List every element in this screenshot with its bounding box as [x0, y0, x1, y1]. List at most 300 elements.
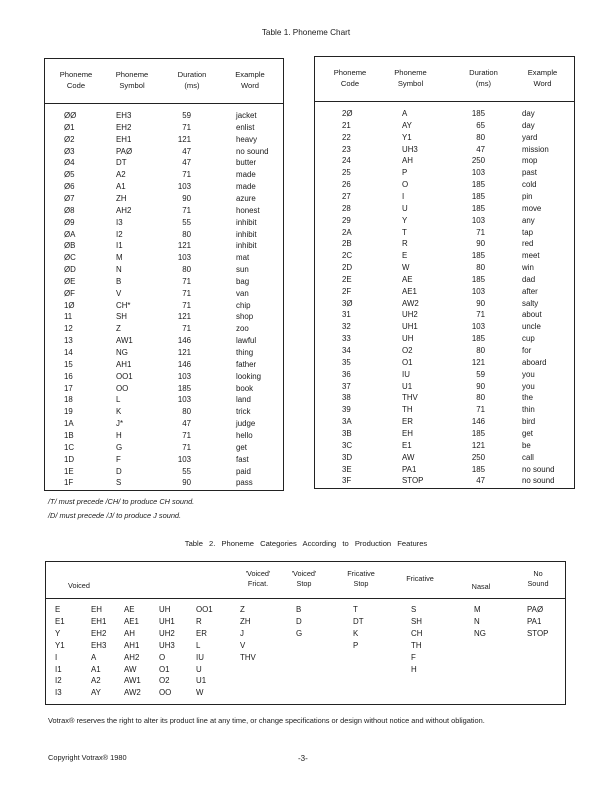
- table-row: [45, 111, 283, 123]
- example-word: you: [522, 369, 535, 379]
- duration-ms: 47: [476, 144, 485, 154]
- phoneme-symbol: I2: [116, 229, 123, 239]
- table-row: [315, 310, 574, 322]
- fricative-stop-phoneme: K: [353, 628, 359, 638]
- duration-ms: 80: [476, 263, 485, 273]
- phoneme-symbol: B: [116, 276, 122, 286]
- duration-ms: 250: [471, 452, 485, 462]
- voiced-phoneme: I3: [55, 688, 62, 698]
- phoneme-code: 1C: [64, 442, 75, 452]
- table-header: [46, 562, 565, 599]
- duration-ms: 90: [476, 298, 485, 308]
- table-row: [45, 455, 283, 467]
- duration-ms: 90: [182, 478, 191, 488]
- phoneme-symbol: H: [116, 430, 122, 440]
- example-word: paid: [236, 466, 251, 476]
- voiced-stop-phoneme: D: [296, 616, 302, 626]
- duration-ms: 185: [471, 251, 485, 261]
- voiced-fricative-phoneme: J: [240, 628, 244, 638]
- duration-ms: 185: [471, 180, 485, 190]
- phoneme-symbol: EH2: [116, 122, 132, 132]
- table-row: [315, 346, 574, 358]
- table-row: [45, 289, 283, 301]
- voiced-stop-phoneme: G: [296, 628, 303, 638]
- duration-ms: 47: [476, 476, 485, 486]
- duration-ms: 185: [471, 428, 485, 438]
- phoneme-code: Ø4: [64, 158, 75, 168]
- phoneme-symbol: I: [402, 191, 405, 201]
- phoneme-code: 1A: [64, 419, 74, 429]
- fricative-phoneme: F: [411, 652, 416, 662]
- example-word: trick: [236, 407, 251, 417]
- table-row: [315, 370, 574, 382]
- phoneme-symbol: EH1: [116, 134, 132, 144]
- voiced-phoneme: I2: [55, 676, 62, 686]
- table-row: [315, 204, 574, 216]
- table-row: [45, 443, 283, 455]
- phoneme-code: 3C: [342, 440, 353, 450]
- phoneme-code: 17: [64, 383, 73, 393]
- duration-ms: 103: [177, 454, 191, 464]
- table-row: [315, 417, 574, 429]
- voiced-phoneme: UH: [159, 605, 171, 614]
- duration-ms: 146: [471, 417, 485, 427]
- phoneme-code: 2C: [342, 251, 353, 261]
- table-row: [315, 322, 574, 334]
- copyright-text: Copyright Votrax® 1980: [48, 753, 127, 762]
- phoneme-symbol: I3: [116, 217, 123, 227]
- header-nasal: Nasal: [471, 582, 491, 591]
- phoneme-symbol: PAØ: [116, 146, 133, 156]
- phoneme-code: 21: [342, 120, 351, 130]
- phoneme-code: 37: [342, 381, 351, 391]
- example-word: past: [522, 168, 537, 178]
- voiced-phoneme: UH2: [159, 628, 175, 638]
- table-row: [315, 429, 574, 441]
- example-word: pass: [236, 478, 253, 488]
- phoneme-code: 25: [342, 168, 351, 178]
- example-word: zoo: [236, 324, 249, 334]
- duration-ms: 121: [471, 357, 485, 367]
- table-row: [45, 467, 283, 479]
- voiced-phoneme: ER: [196, 628, 207, 638]
- phoneme-code: Ø1: [64, 122, 75, 132]
- table-row: [315, 287, 574, 299]
- duration-ms: 59: [476, 369, 485, 379]
- phoneme-code: 24: [342, 156, 351, 166]
- table-row: [45, 324, 283, 336]
- table-row: [315, 453, 574, 465]
- phoneme-symbol: AH: [402, 156, 413, 166]
- fricative-phoneme: TH: [411, 640, 422, 650]
- phoneme-code: Ø7: [64, 193, 75, 203]
- example-word: win: [522, 263, 534, 273]
- phoneme-symbol: THV: [402, 393, 418, 403]
- phoneme-symbol: IU: [402, 369, 410, 379]
- phoneme-code: 39: [342, 405, 351, 415]
- voiced-phoneme: U: [196, 664, 202, 674]
- duration-ms: 71: [182, 170, 191, 180]
- phoneme-code: 2A: [342, 227, 352, 237]
- voiced-phoneme: EH3: [91, 640, 107, 650]
- example-word: heavy: [236, 134, 258, 144]
- voiced-phoneme: O1: [159, 664, 170, 674]
- phoneme-symbol: AW2: [402, 298, 419, 308]
- voiced-phoneme: AY: [91, 688, 101, 698]
- phoneme-code: 28: [342, 203, 351, 213]
- phoneme-code: ØF: [64, 288, 75, 298]
- example-word: no sound: [522, 476, 555, 486]
- voiced-phoneme: OO: [159, 688, 172, 698]
- phoneme-symbol: AW1: [116, 336, 133, 346]
- phoneme-symbol: A2: [116, 170, 126, 180]
- phoneme-symbol: A: [402, 109, 408, 118]
- phoneme-symbol: Y1: [402, 132, 412, 142]
- duration-ms: 80: [476, 346, 485, 355]
- voiced-phoneme: EH2: [91, 628, 107, 638]
- example-word: any: [522, 215, 535, 225]
- voiced-phoneme: E1: [55, 616, 65, 626]
- example-word: the: [522, 393, 533, 403]
- fricative-stop-phoneme: DT: [353, 616, 364, 626]
- duration-ms: 103: [471, 286, 485, 296]
- phoneme-symbol: PA1: [402, 464, 417, 474]
- phoneme-symbol: W: [402, 263, 410, 273]
- duration-ms: 71: [182, 205, 191, 215]
- example-word: bag: [236, 276, 250, 286]
- phoneme-code: Ø2: [64, 134, 75, 144]
- nasal-phoneme: NG: [474, 628, 486, 638]
- no-sound-phoneme: PA1: [527, 616, 542, 626]
- table-row: [315, 133, 574, 145]
- phoneme-code: 23: [342, 144, 351, 154]
- phoneme-symbol: AW: [402, 452, 415, 462]
- duration-ms: 146: [177, 359, 191, 369]
- table-row: [315, 216, 574, 228]
- phoneme-code: 33: [342, 334, 351, 344]
- phoneme-symbol: S: [116, 478, 122, 488]
- duration-ms: 71: [476, 405, 485, 415]
- voiced-phoneme: AW: [124, 664, 137, 674]
- phoneme-symbol: V: [116, 288, 122, 298]
- example-word: day: [522, 109, 535, 118]
- table-row: [45, 360, 283, 372]
- duration-ms: 80: [182, 229, 191, 239]
- phoneme-code: Ø6: [64, 182, 75, 192]
- duration-ms: 185: [177, 383, 191, 393]
- phoneme-symbol: D: [116, 466, 122, 476]
- example-word: lawful: [236, 336, 257, 346]
- phoneme-symbol: O: [402, 180, 409, 190]
- duration-ms: 185: [471, 334, 485, 344]
- phoneme-code: 29: [342, 215, 351, 225]
- duration-ms: 185: [471, 274, 485, 284]
- example-word: red: [522, 239, 534, 249]
- phoneme-symbol: OO1: [116, 371, 133, 381]
- example-word: inhibit: [236, 229, 257, 239]
- duration-ms: 71: [182, 276, 191, 286]
- duration-ms: 71: [476, 227, 485, 237]
- phoneme-symbol: I1: [116, 241, 123, 251]
- table-header: [315, 57, 574, 102]
- voiced-phoneme: I: [55, 652, 58, 662]
- phoneme-code: 19: [64, 407, 73, 417]
- phoneme-code: 2F: [342, 286, 352, 296]
- voiced-phoneme: L: [196, 640, 201, 650]
- phoneme-symbol: E1: [402, 440, 412, 450]
- voiced-phoneme: O2: [159, 676, 170, 686]
- example-word: for: [522, 346, 532, 355]
- table-row: [315, 180, 574, 192]
- no-sound-phoneme: STOP: [527, 628, 549, 638]
- example-word: move: [522, 203, 542, 213]
- phoneme-symbol: N: [116, 265, 122, 275]
- phoneme-code: ØØ: [64, 111, 77, 120]
- nasal-phoneme: M: [474, 605, 481, 614]
- duration-ms: 71: [182, 442, 191, 452]
- example-word: sun: [236, 265, 249, 275]
- fricative-phoneme: H: [411, 664, 417, 674]
- phoneme-code: 32: [342, 322, 351, 332]
- table-row: [45, 170, 283, 182]
- no-sound-phoneme: PAØ: [527, 605, 544, 614]
- voiced-phoneme: AH1: [124, 640, 140, 650]
- example-word: bird: [522, 417, 536, 427]
- phoneme-symbol: T: [402, 227, 407, 237]
- phoneme-chart-right: [314, 56, 575, 489]
- table-row: [315, 476, 574, 488]
- duration-ms: 121: [177, 312, 191, 322]
- phoneme-code: Ø3: [64, 146, 75, 156]
- phoneme-symbol: OO: [116, 383, 129, 393]
- phoneme-symbol: CH*: [116, 300, 131, 310]
- duration-ms: 55: [182, 466, 191, 476]
- table-row: [45, 241, 283, 253]
- phoneme-symbol: AE: [402, 274, 413, 284]
- header-no-sound: No Sound: [527, 569, 549, 588]
- phoneme-symbol: EH3: [116, 111, 132, 120]
- footnote-ch: /T/ must precede /CH/ to produce CH sound.: [48, 497, 195, 506]
- phoneme-symbol: K: [116, 407, 122, 417]
- voiced-phoneme: A: [91, 652, 97, 662]
- phoneme-code: 1F: [64, 478, 74, 488]
- voiced-phoneme: UH1: [159, 616, 175, 626]
- phoneme-symbol: O1: [402, 357, 413, 367]
- table-row: [45, 230, 283, 242]
- example-word: no sound: [522, 464, 555, 474]
- phoneme-symbol: J*: [116, 419, 124, 429]
- phoneme-symbol: STOP: [402, 476, 424, 486]
- phoneme-symbol: Y: [402, 215, 408, 225]
- example-word: yard: [522, 132, 538, 142]
- phoneme-symbol: O2: [402, 346, 413, 355]
- example-word: mission: [522, 144, 549, 154]
- table-row: [45, 123, 283, 135]
- table-row: [315, 334, 574, 346]
- table-row: [315, 299, 574, 311]
- table-row: [315, 156, 574, 168]
- voiced-fricative-phoneme: THV: [240, 652, 256, 662]
- voiced-phoneme: EH: [91, 605, 102, 614]
- example-word: tap: [522, 227, 533, 237]
- table-row: [315, 465, 574, 477]
- header-phoneme-code: Phoneme Code: [333, 68, 367, 88]
- fricative-stop-phoneme: T: [353, 605, 358, 614]
- example-word: father: [236, 359, 257, 369]
- header-phoneme-code: Phoneme Code: [59, 70, 93, 90]
- duration-ms: 71: [182, 324, 191, 334]
- example-word: azure: [236, 193, 256, 203]
- phoneme-code: 2Ø: [342, 109, 353, 118]
- phoneme-symbol: Z: [116, 324, 121, 334]
- table-row: [315, 192, 574, 204]
- duration-ms: 103: [177, 395, 191, 405]
- voiced-phoneme: OO1: [196, 605, 213, 614]
- phoneme-code: 2B: [342, 239, 352, 249]
- example-word: honest: [236, 205, 260, 215]
- duration-ms: 59: [182, 111, 191, 120]
- table-row: [315, 145, 574, 157]
- duration-ms: 71: [182, 288, 191, 298]
- phoneme-symbol: G: [116, 442, 123, 452]
- phoneme-code: 26: [342, 180, 351, 190]
- example-word: looking: [236, 371, 262, 381]
- phoneme-code: 38: [342, 393, 351, 403]
- voiced-phoneme: UH3: [159, 640, 175, 650]
- example-word: judge: [236, 419, 256, 429]
- header-phoneme-symbol: Phoneme Symbol: [115, 70, 149, 90]
- example-word: thing: [236, 348, 254, 357]
- phoneme-code: 3D: [342, 452, 353, 462]
- phoneme-code: 2E: [342, 274, 352, 284]
- table-row: [45, 395, 283, 407]
- table-row: [45, 431, 283, 443]
- duration-ms: 103: [471, 168, 485, 178]
- footnote-j: /D/ must precede /J/ to produce J sound.: [48, 511, 182, 520]
- header-fricative-stop: Fricative Stop: [347, 569, 375, 588]
- example-word: mat: [236, 253, 250, 263]
- example-word: chip: [236, 300, 251, 310]
- table-row: [315, 239, 574, 251]
- table-row: [45, 218, 283, 230]
- phoneme-symbol: U: [402, 203, 408, 213]
- example-word: meet: [522, 251, 540, 261]
- duration-ms: 71: [182, 122, 191, 132]
- table-row: [315, 358, 574, 370]
- phoneme-symbol: F: [116, 454, 121, 464]
- example-word: inhibit: [236, 217, 257, 227]
- table-row: [315, 251, 574, 263]
- example-word: about: [522, 310, 542, 320]
- example-word: pin: [522, 191, 533, 201]
- nasal-phoneme: N: [474, 616, 480, 626]
- example-word: land: [236, 395, 251, 405]
- example-word: mop: [522, 156, 538, 166]
- disclaimer-text: Votrax® reserves the right to alter its product line at any time, or change specifications or design without notice and without obligation.: [48, 716, 485, 725]
- duration-ms: 103: [177, 253, 191, 263]
- duration-ms: 146: [177, 336, 191, 346]
- phoneme-code: Ø5: [64, 170, 75, 180]
- voiced-phoneme: AE: [124, 605, 135, 614]
- phoneme-code: 14: [64, 348, 73, 357]
- voiced-phoneme: A2: [91, 676, 101, 686]
- table-row: [45, 384, 283, 396]
- example-word: uncle: [522, 322, 541, 332]
- duration-ms: 71: [182, 300, 191, 310]
- header-duration: Duration (ms): [469, 68, 498, 88]
- header-voiced-stop: 'Voiced' Stop: [291, 569, 317, 588]
- duration-ms: 90: [476, 381, 485, 391]
- duration-ms: 250: [471, 156, 485, 166]
- voiced-phoneme: W: [196, 688, 204, 698]
- phoneme-symbol: UH2: [402, 310, 418, 320]
- table-row: [315, 263, 574, 275]
- table-row: [315, 275, 574, 287]
- table-row: [45, 407, 283, 419]
- example-word: day: [522, 120, 535, 130]
- phoneme-symbol: AY: [402, 120, 412, 130]
- phoneme-code: 3B: [342, 428, 352, 438]
- phoneme-code: 34: [342, 346, 351, 355]
- table2-title: Table 2. Phoneme Categories According to Production Features: [184, 539, 428, 548]
- table-row: [45, 147, 283, 159]
- example-word: fast: [236, 454, 249, 464]
- duration-ms: 47: [182, 419, 191, 429]
- table-row: [315, 441, 574, 453]
- voiced-fricative-phoneme: ZH: [240, 616, 251, 626]
- phoneme-symbol: M: [116, 253, 123, 263]
- example-word: made: [236, 182, 256, 192]
- voiced-phoneme: IU: [196, 652, 204, 662]
- voiced-phoneme: Y: [55, 628, 61, 638]
- table-row: [45, 372, 283, 384]
- duration-ms: 185: [471, 203, 485, 213]
- table-row: [315, 382, 574, 394]
- table-row: [315, 405, 574, 417]
- voiced-phoneme: AW2: [124, 688, 141, 698]
- table-row: [45, 158, 283, 170]
- phoneme-code: ØD: [64, 265, 76, 275]
- header-voiced: Voiced: [68, 581, 90, 590]
- voiced-fricative-phoneme: V: [240, 640, 246, 650]
- voiced-phoneme: AH2: [124, 652, 140, 662]
- example-word: shop: [236, 312, 254, 322]
- duration-ms: 47: [182, 146, 191, 156]
- voiced-phoneme: AW1: [124, 676, 141, 686]
- phoneme-code: 13: [64, 336, 73, 346]
- example-word: be: [522, 440, 531, 450]
- example-word: made: [236, 170, 256, 180]
- phoneme-symbol: UH3: [402, 144, 418, 154]
- example-word: cold: [522, 180, 537, 190]
- phoneme-symbol: ZH: [116, 193, 127, 203]
- example-word: hello: [236, 430, 253, 440]
- phoneme-code: 11: [64, 312, 73, 322]
- voiced-phoneme: A1: [91, 664, 101, 674]
- table-row: [45, 301, 283, 313]
- phoneme-code: 1D: [64, 454, 75, 464]
- table-row: [45, 182, 283, 194]
- phoneme-code: 1B: [64, 430, 74, 440]
- table-row: [315, 121, 574, 133]
- duration-ms: 80: [476, 393, 485, 403]
- voiced-phoneme: U1: [196, 676, 207, 686]
- phoneme-code: 36: [342, 369, 351, 379]
- duration-ms: 185: [471, 109, 485, 118]
- duration-ms: 121: [177, 348, 191, 357]
- duration-ms: 71: [476, 310, 485, 320]
- phoneme-symbol: UH: [402, 334, 414, 344]
